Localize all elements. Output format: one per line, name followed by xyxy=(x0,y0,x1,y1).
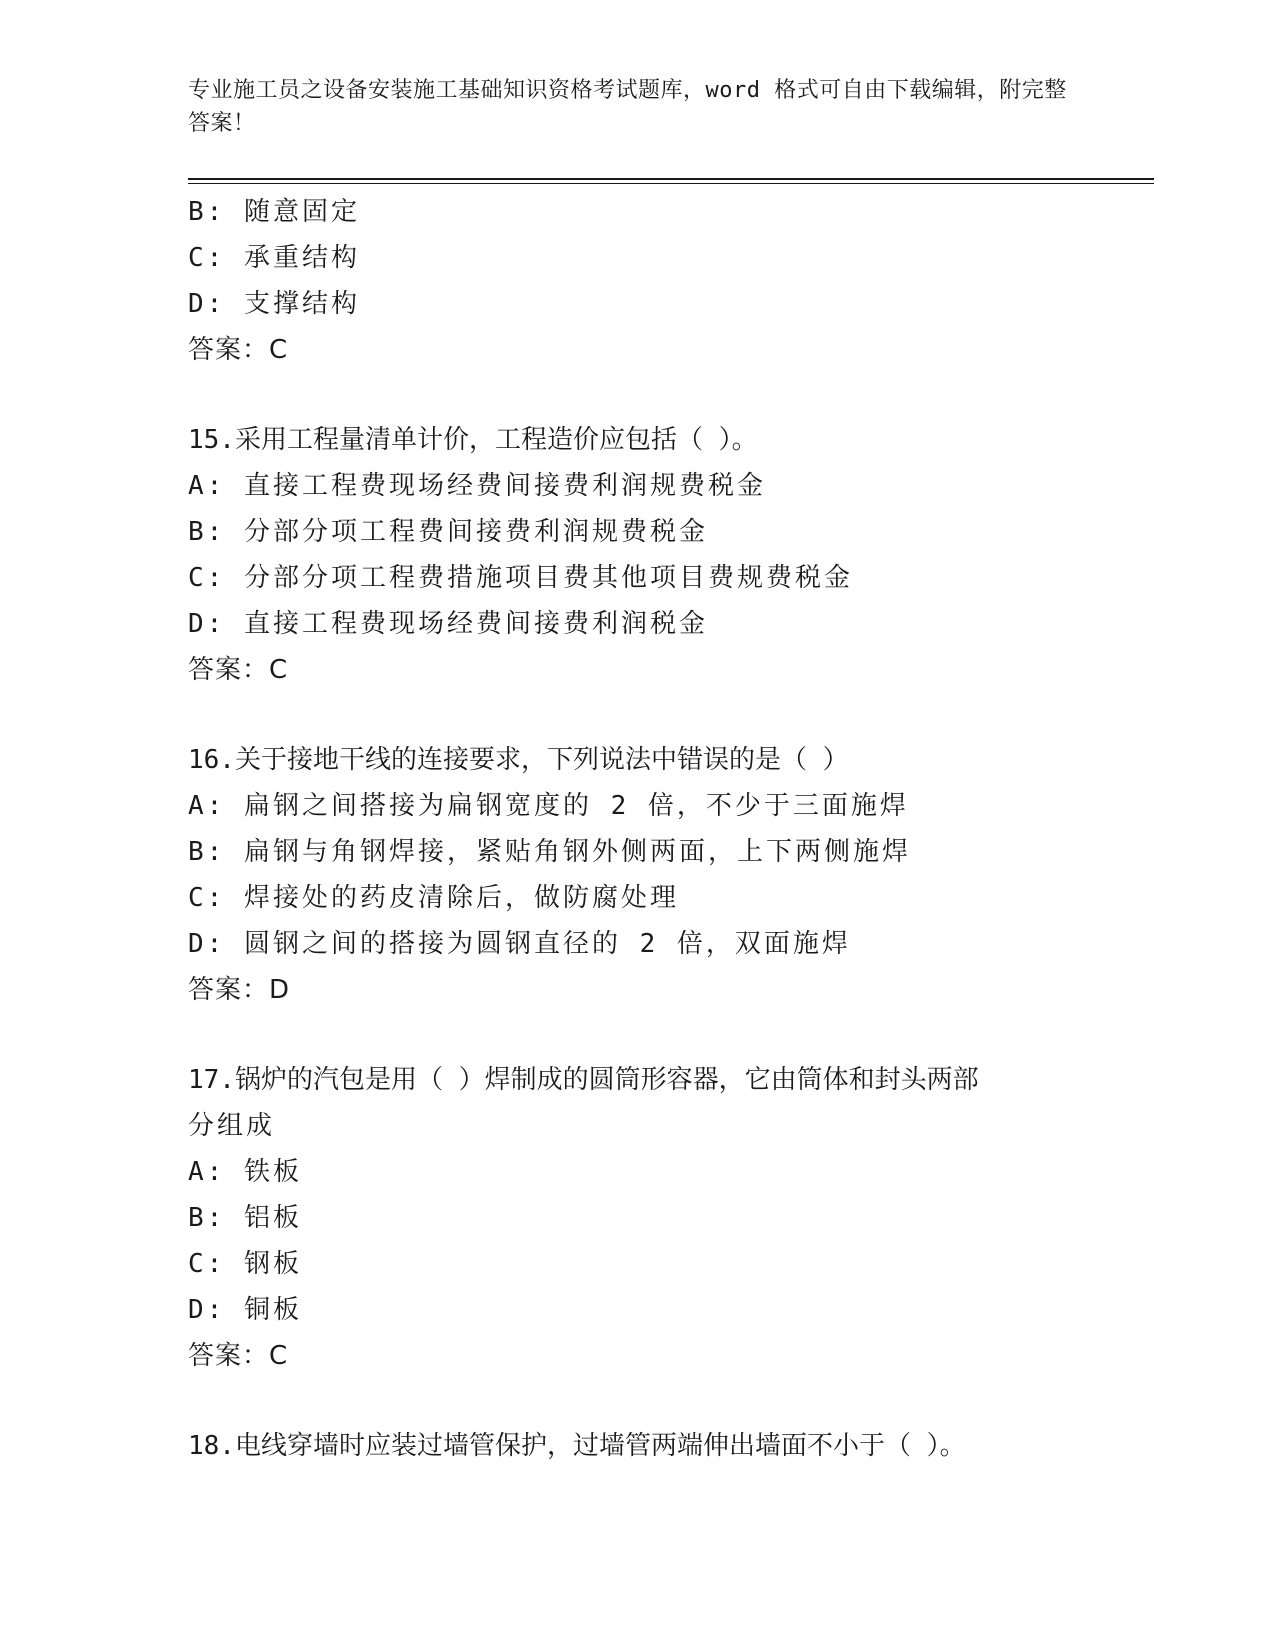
question-list xyxy=(188,189,1088,1469)
option-b: B: 扁钢与角钢焊接，紧贴角钢外侧两面，上下两侧施焊 xyxy=(188,837,911,867)
document-header: 专业施工员之设备安装施工基础知识资格考试题库，word 格式可自由下载编辑，附完整答案！ xyxy=(188,78,1067,136)
question-stem: 17.锅炉的汽包是用（ ）焊制成的圆筒形容器，它由筒体和封头两部 xyxy=(188,1065,979,1095)
option-c: C: 承重结构 xyxy=(188,243,360,273)
question-stem: 16.关于接地干线的连接要求，下列说法中错误的是（ ） xyxy=(188,745,849,775)
spacer xyxy=(188,1013,1088,1057)
option-c: C: 钢板 xyxy=(188,1249,302,1279)
question-stem-continued: 分组成 xyxy=(188,1111,276,1141)
option-c: C: 分部分项工程费措施项目费其他项目费规费税金 xyxy=(188,563,853,593)
spacer xyxy=(188,1379,1088,1423)
option-d: D: 铜板 xyxy=(188,1295,302,1325)
question-stem: 15.采用工程量清单计价，工程造价应包括（ ）。 xyxy=(188,425,758,455)
answer-line: 答案：C xyxy=(188,655,289,685)
option-b: B: 铝板 xyxy=(188,1203,302,1233)
option-a: A: 扁钢之间搭接为扁钢宽度的 2 倍，不少于三面施焊 xyxy=(188,791,909,821)
option-c: C: 焊接处的药皮清除后，做防腐处理 xyxy=(188,883,679,913)
header-divider-thin xyxy=(188,183,1154,184)
option-b: B: 随意固定 xyxy=(188,197,360,227)
option-d: D: 支撑结构 xyxy=(188,289,360,319)
option-d: D: 圆钢之间的搭接为圆钢直径的 2 倍，双面施焊 xyxy=(188,929,851,959)
spacer xyxy=(188,373,1088,417)
answer-line: 答案：D xyxy=(188,975,291,1005)
option-b: B: 分部分项工程费间接费利润规费税金 xyxy=(188,517,708,547)
answer-line: 答案：C xyxy=(188,1341,289,1371)
option-a: A: 直接工程费现场经费间接费利润规费税金 xyxy=(188,471,766,501)
header-divider-thick xyxy=(188,178,1154,180)
answer-line: 答案：C xyxy=(188,335,289,365)
option-a: A: 铁板 xyxy=(188,1157,302,1187)
spacer xyxy=(188,693,1088,737)
option-d: D: 直接工程费现场经费间接费利润税金 xyxy=(188,609,708,639)
question-stem: 18.电线穿墙时应装过墙管保护，过墙管两端伸出墙面不小于（ ）。 xyxy=(188,1431,966,1461)
